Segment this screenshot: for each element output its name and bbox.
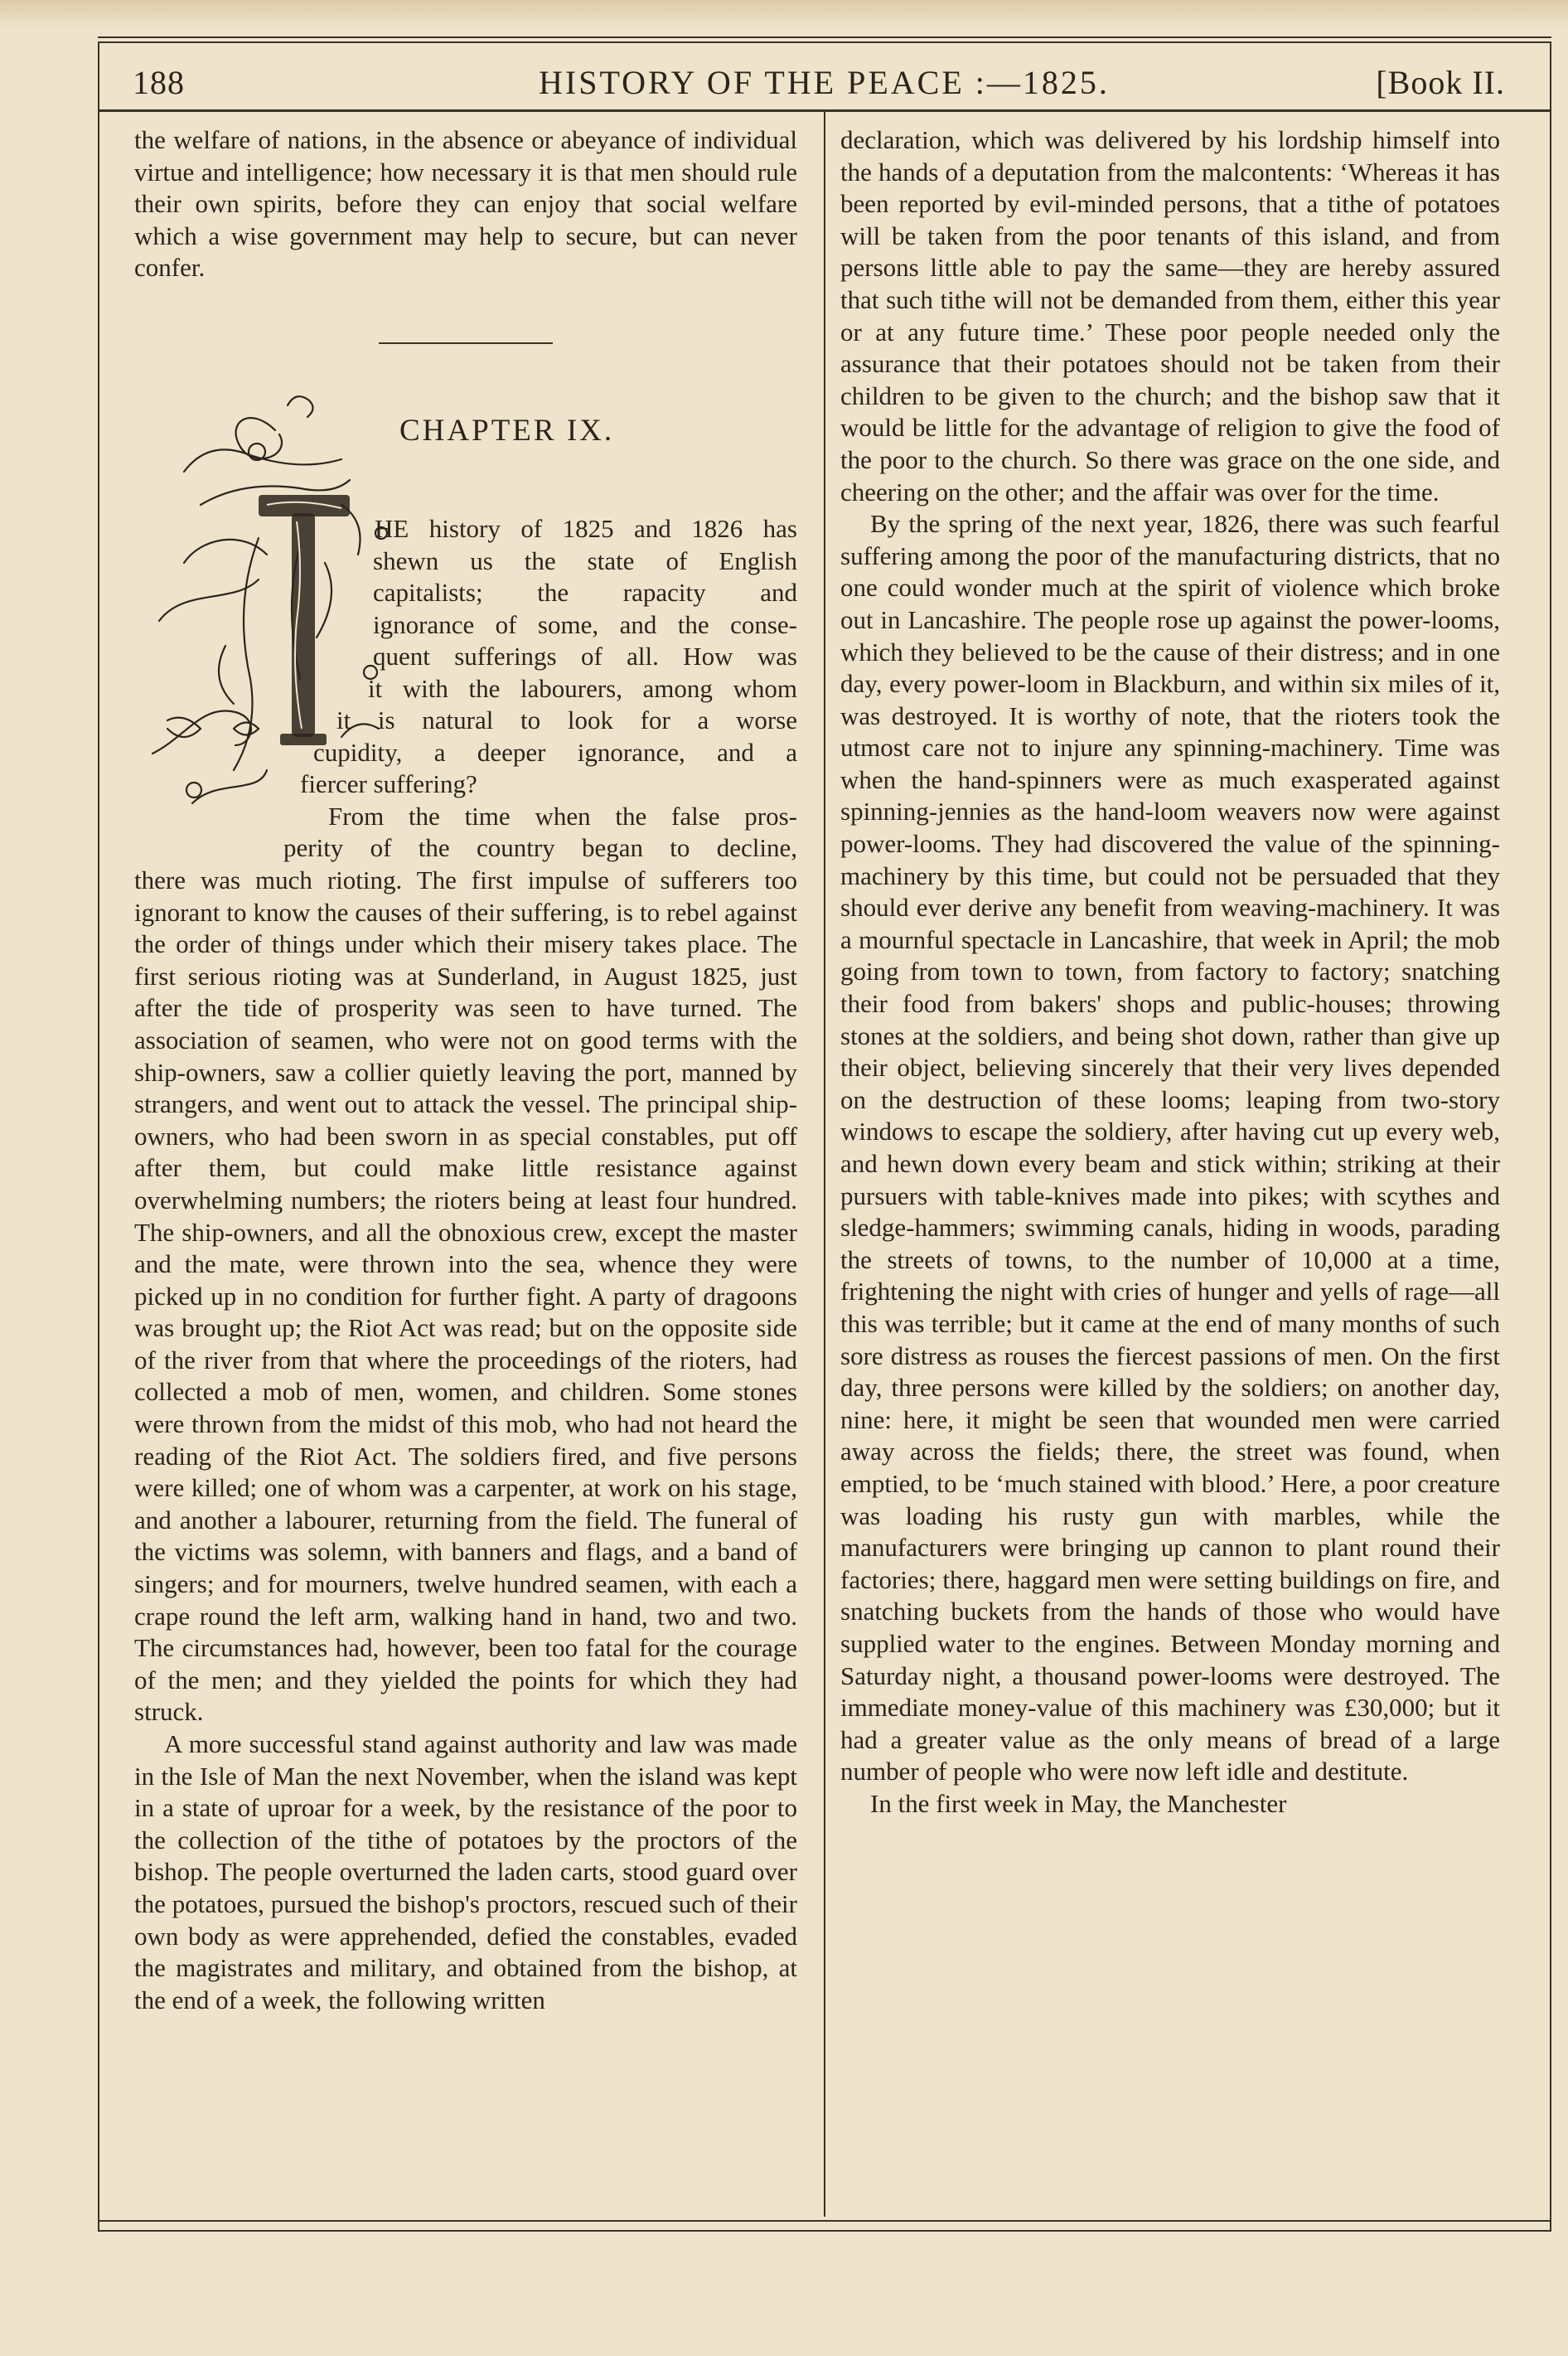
text-line: cupidity, a deeper ignorance, and a xyxy=(313,737,797,767)
frame-top-rule xyxy=(98,36,1551,38)
running-title: HISTORY OF THE PEACE :—1825. xyxy=(539,64,1110,101)
page-number: 188 xyxy=(133,64,185,101)
chapter-opening xyxy=(134,372,797,862)
book-label: [Book II. xyxy=(1376,64,1505,101)
text-line: quent sufferings of all. How was xyxy=(373,641,797,671)
text-line: it with the labourers, among whom xyxy=(368,673,797,703)
paragraph: A more successful stand against authority and law was made in the Isle of Man the next November, when the island was kept in a state of uproar for a week, by the resistance of the poor to the collection of the tithe of potatoes by the proctors of the bishop. The people overturned the laden carts, stood guard over the potatoes, pursued the bishop's proctors, rescued such of their own body as were apprehended, defied the constables, evaded the magistrates and military, and obtained from the bishop, at the end of a week, the following written xyxy=(134,1729,797,2014)
text-line: From the time when the false pros- xyxy=(328,801,797,831)
text-line: ignorance of some, and the conse- xyxy=(373,609,797,639)
column-divider xyxy=(824,111,825,2217)
text-line: perity of the country began to decline, xyxy=(283,832,797,862)
text-line: capitalists; the rapacity and xyxy=(373,577,797,607)
left-column xyxy=(134,124,797,2016)
text-line: it is natural to look for a worse xyxy=(336,705,797,734)
paragraph: the welfare of nations, in the absence or abeyance of individual virtue and intelligence; how necessary it is that men should rule their own spirits, before they can enjoy that social welfare which a wise government may help to secure, but can never confer. xyxy=(134,125,797,283)
paragraph: In the first week in May, the Manchester xyxy=(870,1788,1287,1818)
text-line: HE history of 1825 and 1826 has xyxy=(375,513,797,543)
text-line: shewn us the state of English xyxy=(373,545,797,575)
section-divider xyxy=(379,342,553,344)
right-column xyxy=(840,124,1500,1820)
footer-rule xyxy=(98,2220,1551,2222)
paragraph: By the spring of the next year, 1826, there was such fearful suffering among the poor of the manufacturing districts, that no one could wonder much at the spirit of violence which broke out in Lancashire. The people rose up against the power-looms, which they believed to be the cause of their distress; and in one day, every power-loom in Blackburn, and within six miles of it, was destroyed. It is worthy of note, that the rioters took the utmost care not to injure any spinning-machinery. Time was when the hand-spinners were as much exasperated against spinning-jennies as the hand-loom weavers now were against power-looms. They had discovered the value of the spinning-machinery by this time, but could not be persuaded that they should ever derive any benefit from weaving-machinery. It was a mournful spectacle in Lancashire, that week in April; the mob going from town to town, from factory to factory; snatching their food from bakers' shops and public-houses; throwing stones at the soldiers, and being shot down, rather than give up their object, believing sincerely that their very lives depended on the destruction of these looms; leaping from two-story windows to escape the soldiery, after having cut up every web, and hewn down every beam and stick within; striking at their pursuers with table-knives made into pikes; with scythes and sledge-hammers; swimming canals, hiding in woods, parading the streets of towns, to the number of 10,000 at a time, frightening the night with cries of hunger and yells of rage—all this was terrible; but it came at the end of many months of such sore distress as rouses the fiercest passions of men. On the first day, three persons were killed by the soldiers; on another day, nine: here, it might be seen that wounded men were carried away across the fields; there, the street was found, when emptied, to be ‘much stained with blood.’ Here, a poor creature was loading his rusty gun with marbles, while the manufacturers were bringing up cannon to plant round their factories; there, haggard men were setting buildings on fire, and snatching buckets from the hands of those who would have supplied water to the engines. Between Monday morning and Saturday night, a thousand power-looms were destroyed. The immediate money-value of this machinery was £30,000; but it had a greater value as the only means of bread of a large number of people who were now left idle and destitute. xyxy=(840,509,1500,1786)
text-line: fiercer suffering? xyxy=(300,768,477,798)
running-head xyxy=(108,56,1517,106)
chapter-title: CHAPTER IX. xyxy=(399,413,615,448)
paragraph: there was much rioting. The first impulse of sufferers too ignorant to know the causes of their suffering, is to rebel against the order of things under which their misery takes place. The first serious rioting was at Sunderland, in August 1825, just after the tide of prosperity was seen to have turned. The association of seamen, who were not on good terms with the ship-owners, saw a collier quietly leaving the port, manned by strangers, and went out to attack the vessel. The principal ship-owners, who had been sworn in as special constables, put off after them, but could make little resistance against overwhelming numbers; the rioters being at least four hundred. The ship-owners, and all the obnoxious crew, except the master and the mate, were thrown into the sea, whence they were picked up in no condition for further fight. A party of dragoons was brought up; the Riot Act was read; but on the opposite side of the river from that where the proceedings of the rioters, had collected a mob of men, women, and children. Some stones were thrown from the midst of this mob, who had not heard the reading of the Riot Act. The soldiers fired, and five persons were killed; one of whom was a carpenter, at work on his stage, and another a labourer, returning from the field. The funeral of the victims was solemn, with banners and flags, and a band of singers; and for mourners, twelve hundred seamen, with each a crape round the left arm, walking hand in hand, two and two. The circumstances had, however, been too fatal for the courage of the men; and they yielded the points for which they had struck. xyxy=(134,865,797,1727)
page-edge xyxy=(0,0,1568,28)
paragraph: declaration, which was delivered by his lordship himself into the hands of a deputation from the malcontents: ‘Whereas it has been reported by evil-minded persons, that a tithe of potatoes will be taken from the poor tenants of this island, and from persons little able to pay the same—they are hereby assured that such tithe will not be demanded from them, either this year or at any future time.’ These poor people needed only the assurance that their potatoes should not be taken from their children to be given to the church; and the bishop saw that it would be little for the advantage of religion to give the food of the poor to the church. So there was grace on the one side, and cheering on the other; and the affair was over for the time. xyxy=(840,125,1500,507)
